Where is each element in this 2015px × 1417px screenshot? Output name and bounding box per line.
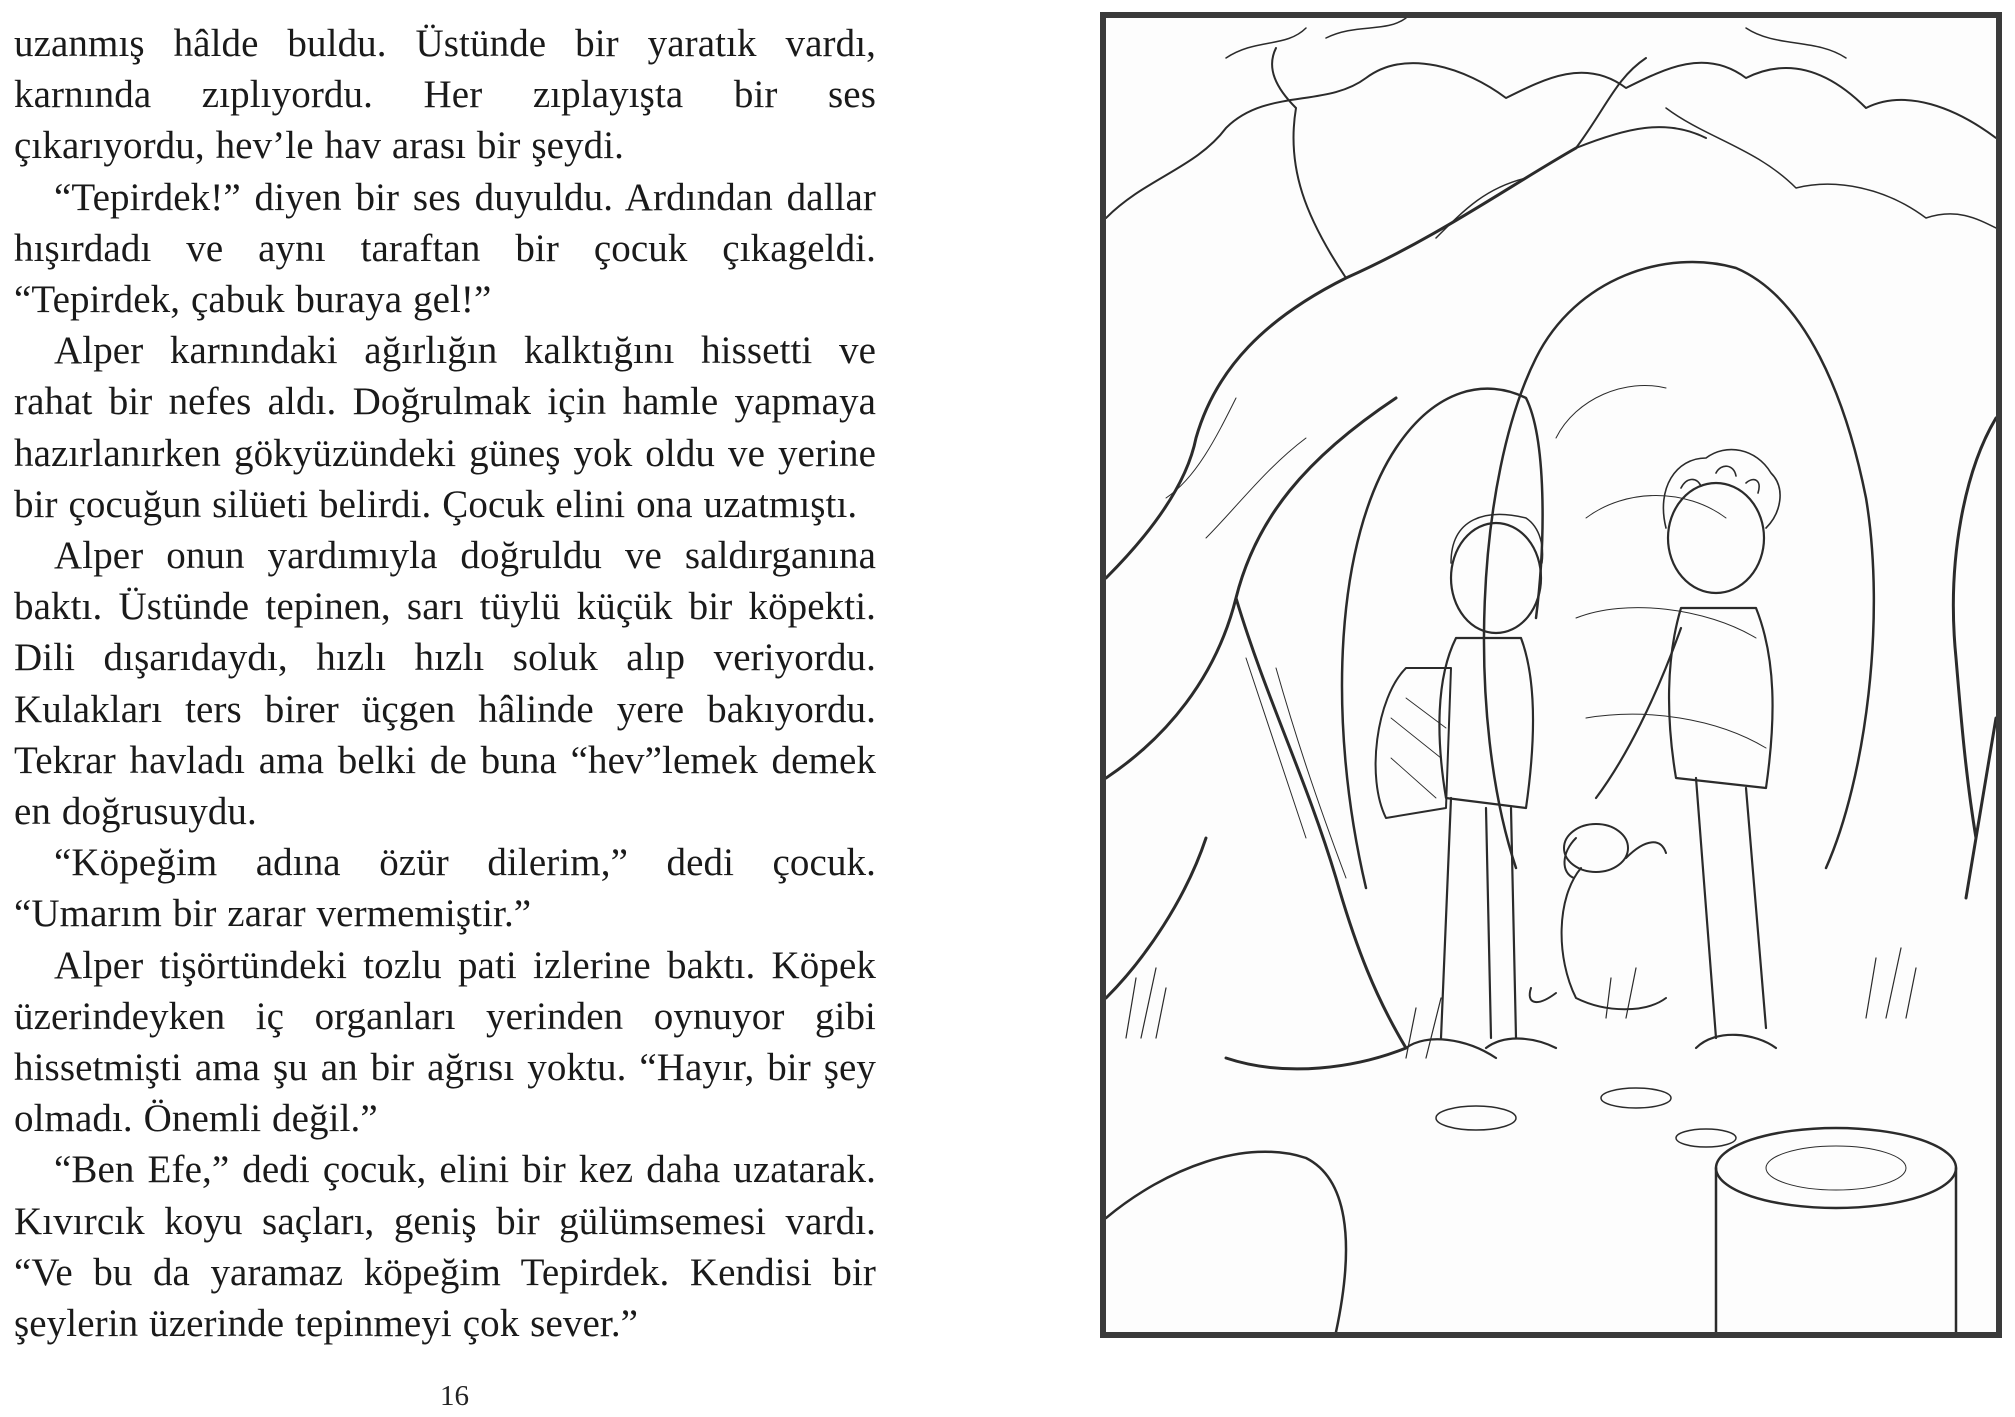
tree-trunk [1106,148,1576,1048]
puppy-body [1562,868,1666,1009]
canopy-foliage-2 [1666,108,1996,228]
boy1-backpack-hatch [1391,698,1446,798]
paragraph-5: “Köpeğim adına özür dilerim,” dedi çocuk. “Umarım bir zarar vermemiştir.” [14,841,876,936]
boy2-torso [1669,608,1773,788]
paragraph-7: “Ben Efe,” dedi çocuk, elini bir kez daha uzatarak. Kıvırcık koyu saçları, geniş bir gülümsemesi vardı. “Ve bu da yaramaz köpeğim Tepirdek. Kendisi bir şeylerin üzerinde tepinmeyi çok sever.” [14,1148,876,1346]
boy-curly-hair [1596,450,1780,1048]
path-stone-3 [1676,1129,1736,1147]
tree-stump-side [1716,1168,1956,1332]
tree-bark-lines [1166,398,1346,878]
puppy-head [1564,824,1628,872]
boy1-torso [1439,638,1533,808]
page-number: 16 [440,1380,469,1412]
boy2-curly-hair [1663,450,1780,528]
paragraph-3: Alper karnındaki ağırlığın kalktığını hissetti ve rahat bir nefes aldı. Doğrulmak için hamle yapmaya hazırlanırken gökyüzündeki güneş yok oldu ve yerine bir çocuğun silüeti belirdi. Çocuk elini ona uzatmıştı. [14,329,876,526]
boy2-shoes [1696,1035,1776,1048]
puppy-tail [1530,988,1556,1002]
tree-branch-2 [1576,58,1706,148]
path-stone-1 [1436,1106,1516,1130]
boy2-legs [1696,778,1766,1038]
tree-stump-top [1716,1128,1956,1208]
canopy-foliage [1106,63,1996,218]
center-rock-shading [1556,385,1766,748]
path-stone-2 [1601,1088,1671,1108]
right-dead-tree [1953,418,1996,898]
center-rock [1484,262,1874,868]
grass-tufts [1126,948,1916,1058]
paragraph-1: uzanmış hâlde buldu. Üstünde bir yaratık vardı, karnında zıplıyordu. Her zıplayışta bir ses çıkarıyordu, hev’le hav arası bir şeydi. [14,22,876,168]
paragraph-6: Alper tişörtündeki tozlu pati izlerine baktı. Köpek üzerindeyken iç organları yerinden oynuyor gibi hissetmişti ama şu an bir ağrısı yoktu. “Hayır, bir şey olmadı. Önemli değil.” [14,943,876,1141]
paragraph-2: “Tepirdek!” diyen bir ses duyuldu. Ardından dallar hışırdadı ve aynı taraftan bir çocuk çıkageldi. “Tepirdek, çabuk buraya gel!” [14,175,876,322]
illustration-frame [1100,12,2002,1338]
paragraph-4: Alper onun yardımıyla doğruldu ve saldırganına baktı. Üstünde tepinen, sarı tüylü küçük bir köpekti. Dili dışarıdaydı, hızlı hızlı soluk alıp veriyordu. Kulakları ters birer üçgen hâlinde yere bakıyordu. Tekrar havladı ama belki de buna “hev”lemek demek en doğrusuydu. [14,534,876,834]
tree-stump-rings [1766,1146,1906,1190]
forest-scene-illustration [1106,18,1996,1332]
boy-with-backpack [1376,514,1556,1058]
tree-branch-1 [1272,48,1346,278]
canopy-foliage-3 [1226,18,1846,58]
front-left-boulder [1106,1152,1346,1332]
boy1-head [1451,523,1541,633]
puppy-paw [1626,842,1666,858]
text-page [14,18,876,1349]
boy2-head [1668,483,1764,593]
puppy [1530,824,1666,1009]
